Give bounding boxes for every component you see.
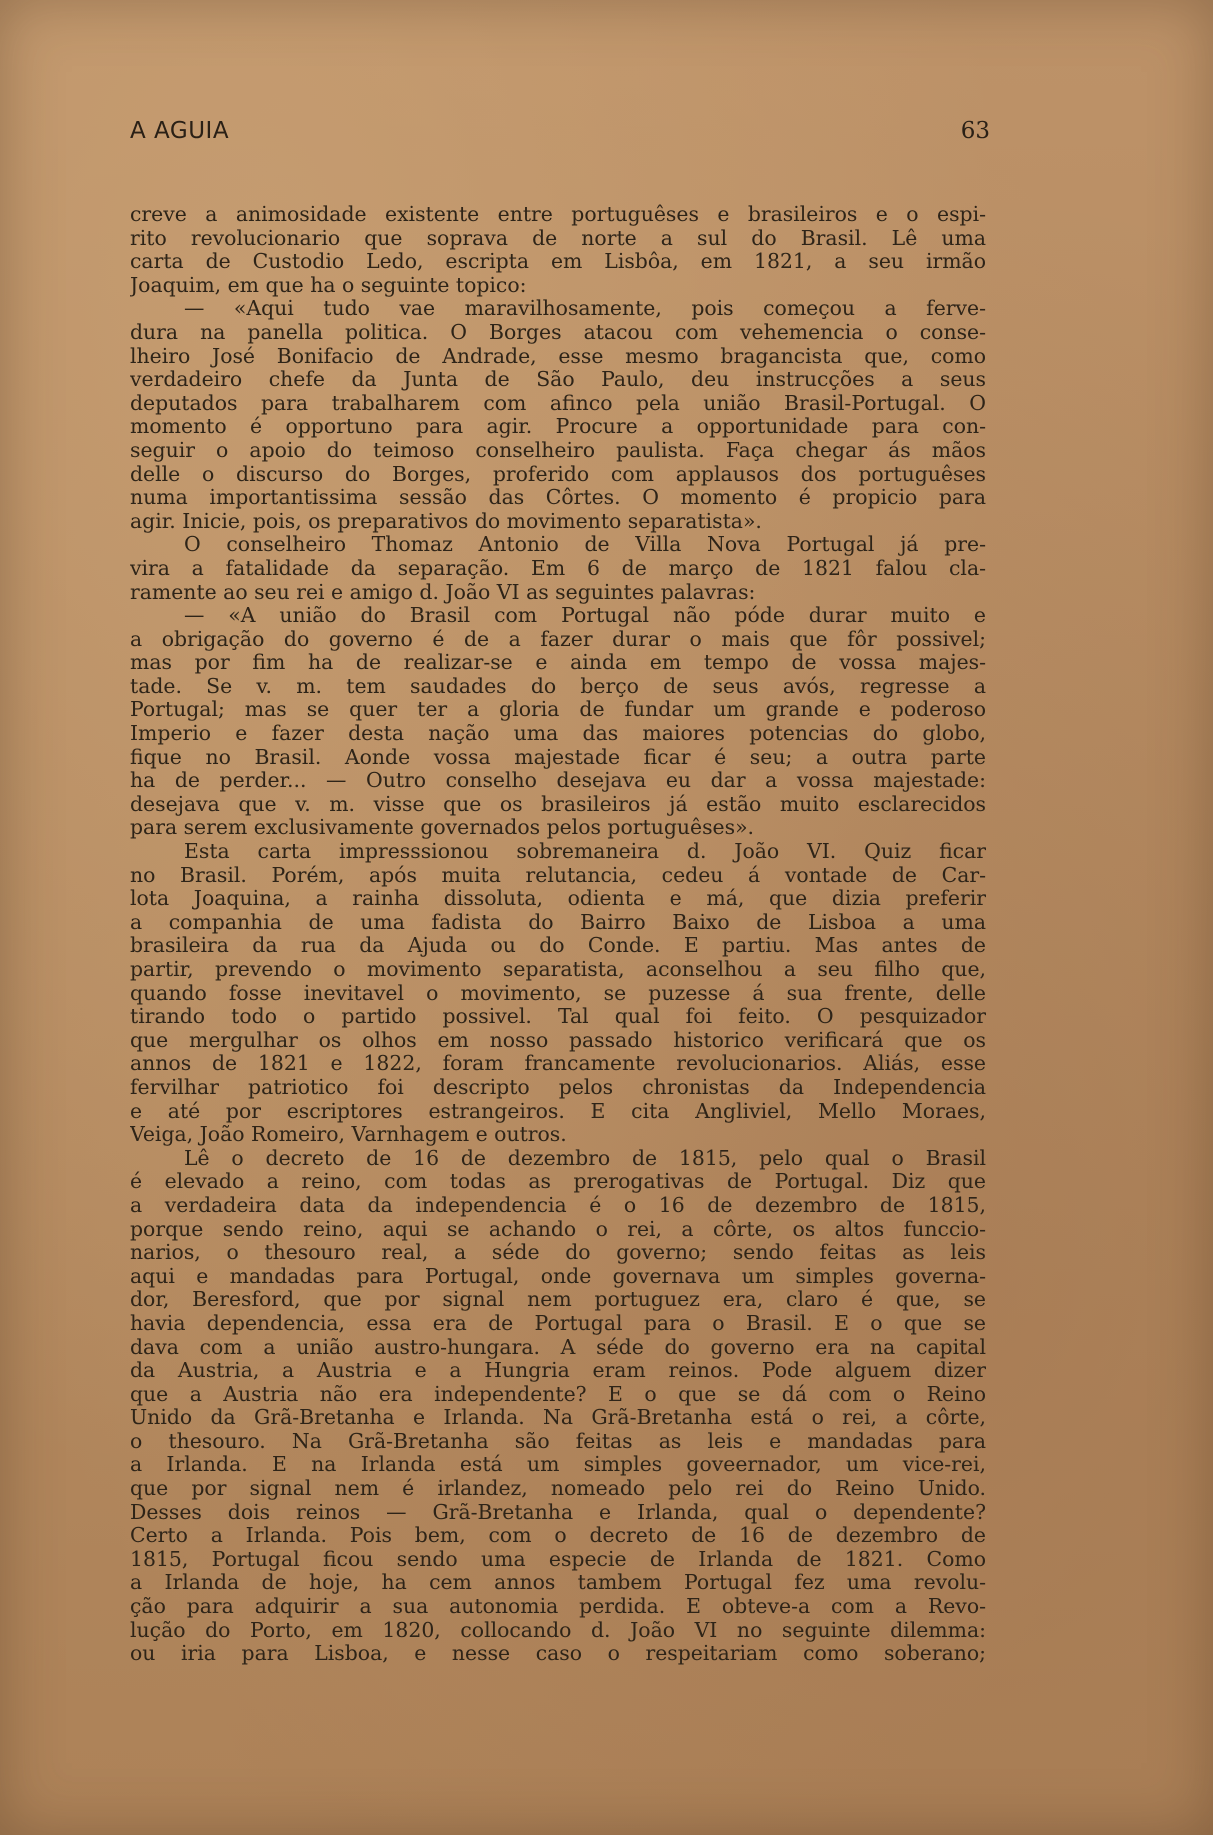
- text-line: lheiro José Bonifacio de Andrade, esse mesmo bragancista que, como: [130, 344, 986, 368]
- text-line: carta de Custodio Ledo, escripta em Lisbôa, em 1821, a seu irmão: [130, 250, 986, 274]
- text-line: rito revolucionario que soprava de norte a sul do Brasil. Lê uma: [130, 226, 986, 250]
- text-line: numa importantissima sessão das Côrtes. O momento é propicio para: [130, 486, 986, 510]
- text-line: Veiga, João Romeiro, Varnhagem e outros.: [130, 1123, 567, 1147]
- text-line: fervilhar patriotico foi descripto pelos chronistas da Independencia: [130, 1075, 986, 1099]
- text-line: — «A união do Brasil com Portugal não póde durar muito e: [184, 604, 986, 628]
- text-line: tade. Se v. m. tem saudades do berço de seus avós, regresse a: [130, 674, 986, 698]
- text-line: ramente ao seu rei e amigo d. João VI as seguintes palavras:: [130, 580, 756, 604]
- text-line: a companhia de uma fadista do Bairro Baixo de Lisboa a uma: [130, 910, 986, 934]
- text-line: dor, Beresford, que por signal nem portuguez era, claro é que, se: [130, 1288, 986, 1312]
- text-line: Imperio e fazer desta nação uma das maiores potencias do globo,: [130, 722, 986, 746]
- text-line: agir. Inicie, pois, os preparativos do movimento separatista».: [130, 509, 762, 533]
- text-line: partir, prevendo o movimento separatista, aconselhou a seu filho que,: [130, 958, 986, 981]
- text-line: da Austria, a Austria e a Hungria eram reinos. Pode alguem dizer: [130, 1359, 986, 1383]
- text-line: Lê o decreto de 16 de dezembro de 1815, pelo qual o Brasil: [184, 1146, 986, 1170]
- text-line: lução do Porto, em 1820, collocando d. João VI no seguinte dilemma:: [130, 1618, 986, 1642]
- text-line: creve a animosidade existente entre portuguêses e brasileiros e o espi-: [130, 203, 986, 226]
- text-line: verdadeiro chefe da Junta de São Paulo, deu instrucções a seus: [130, 368, 986, 392]
- text-line: annos de 1821 e 1822, foram francamente revolucionarios. Aliás, esse: [130, 1052, 986, 1076]
- text-line: Esta carta impresssionou sobremaneira d. João VI. Quiz ficar: [184, 840, 986, 864]
- text-line: a Irlanda. E na Irlanda está um simples goveernador, um vice-rei,: [130, 1453, 986, 1477]
- text-line: o thesouro. Na Grã-Bretanha são feitas as leis e mandadas para: [130, 1429, 986, 1453]
- text-line: momento é opportuno para agir. Procure a opportunidade para con-: [130, 415, 986, 439]
- text-line: tirando todo o partido possivel. Tal qual foi feito. O pesquizador: [130, 1005, 986, 1029]
- text-line: havia dependencia, essa era de Portugal para o Brasil. E o que se: [130, 1311, 986, 1335]
- text-line: fique no Brasil. Aonde vossa majestade ficar é seu; a outra parte: [130, 745, 986, 769]
- text-line: brasileira da rua da Ajuda ou do Conde. E partiu. Mas antes de: [130, 934, 986, 958]
- text-line: a obrigação do governo é de a fazer durar o mais que fôr possivel;: [130, 627, 986, 651]
- text-line: lota Joaquina, a rainha dissoluta, odienta e má, que dizia preferir: [130, 887, 986, 911]
- running-title: A AGUIA: [130, 118, 230, 144]
- text-line: ha de perder... — Outro conselho desejava eu dar a vossa majestade:: [130, 769, 986, 793]
- text-line: que a Austria não era independente? E o que se dá com o Reino: [130, 1382, 986, 1406]
- text-line: vira a fatalidade da separação. Em 6 de março de 1821 falou cla-: [130, 556, 986, 580]
- text-line: Desses dois reinos — Grã-Bretanha e Irlanda, qual o dependente?: [130, 1500, 986, 1524]
- text-line: que por signal nem é irlandez, nomeado pelo rei do Reino Unido.: [130, 1477, 986, 1501]
- body-text: [130, 203, 986, 1666]
- text-line: Portugal; mas se quer ter a gloria de fundar um grande e poderoso: [130, 698, 986, 722]
- text-line: seguir o apoio do teimoso conselheiro paulista. Faça chegar ás mãos: [130, 438, 986, 462]
- running-head: [130, 118, 990, 148]
- text-line: ção para adquirir a sua autonomia perdida. E obteve-a com a Revo-: [130, 1595, 986, 1619]
- text-line: e até por escriptores estrangeiros. E cita Angliviel, Mello Moraes,: [130, 1099, 986, 1123]
- text-line: O conselheiro Thomaz Antonio de Villa Nova Portugal já pre-: [184, 533, 986, 557]
- text-line: — «Aqui tudo vae maravilhosamente, pois começou a ferve-: [184, 297, 986, 321]
- text-line: desejava que v. m. visse que os brasileiros já estão muito esclarecidos: [130, 792, 986, 816]
- text-line: a verdadeira data da independencia é o 16 de dezembro de 1815,: [130, 1193, 986, 1217]
- text-line: no Brasil. Porém, após muita relutancia, cedeu á vontade de Car-: [130, 863, 986, 887]
- text-line: Unido da Grã-Bretanha e Irlanda. Na Grã-Bretanha está o rei, a côrte,: [130, 1406, 986, 1430]
- text-line: porque sendo reino, aqui se achando o rei, a côrte, os altos funccio-: [130, 1217, 986, 1241]
- text-line: Certo a Irlanda. Pois bem, com o decreto de 16 de dezembro de: [130, 1524, 986, 1548]
- text-line: narios, o thesouro real, a séde do governo; sendo feitas as leis: [130, 1241, 986, 1265]
- text-line: delle o discurso do Borges, proferido com applausos dos portuguêses: [130, 462, 986, 486]
- page-number: 63: [960, 118, 990, 144]
- text-line: quando fosse inevitavel o movimento, se puzesse á sua frente, delle: [130, 981, 986, 1005]
- text-line: é elevado a reino, com todas as prerogativas de Portugal. Diz que: [130, 1170, 986, 1194]
- text-line: para serem exclusivamente governados pelos portuguêses».: [130, 816, 755, 840]
- text-line: aqui e mandadas para Portugal, onde governava um simples governa-: [130, 1264, 986, 1288]
- text-line: Joaquim, em que ha o seguinte topico:: [130, 273, 527, 297]
- text-line: que mergulhar os olhos em nosso passado historico verificará que os: [130, 1028, 986, 1052]
- text-line: dura na panella politica. O Borges atacou com vehemencia o conse-: [130, 320, 986, 344]
- text-line: mas por fim ha de realizar-se e ainda em tempo de vossa majes-: [130, 651, 986, 675]
- text-line: dava com a união austro-hungara. A séde do governo era na capital: [130, 1335, 986, 1359]
- text-line: a Irlanda de hoje, ha cem annos tambem Portugal fez uma revolu-: [130, 1571, 986, 1595]
- text-line: ou iria para Lisboa, e nesse caso o respeitariam como soberano;: [130, 1642, 986, 1666]
- text-line: 1815, Portugal ficou sendo uma especie de Irlanda de 1821. Como: [130, 1547, 986, 1571]
- text-line: deputados para trabalharem com afinco pela união Brasil-Portugal. O: [130, 391, 986, 415]
